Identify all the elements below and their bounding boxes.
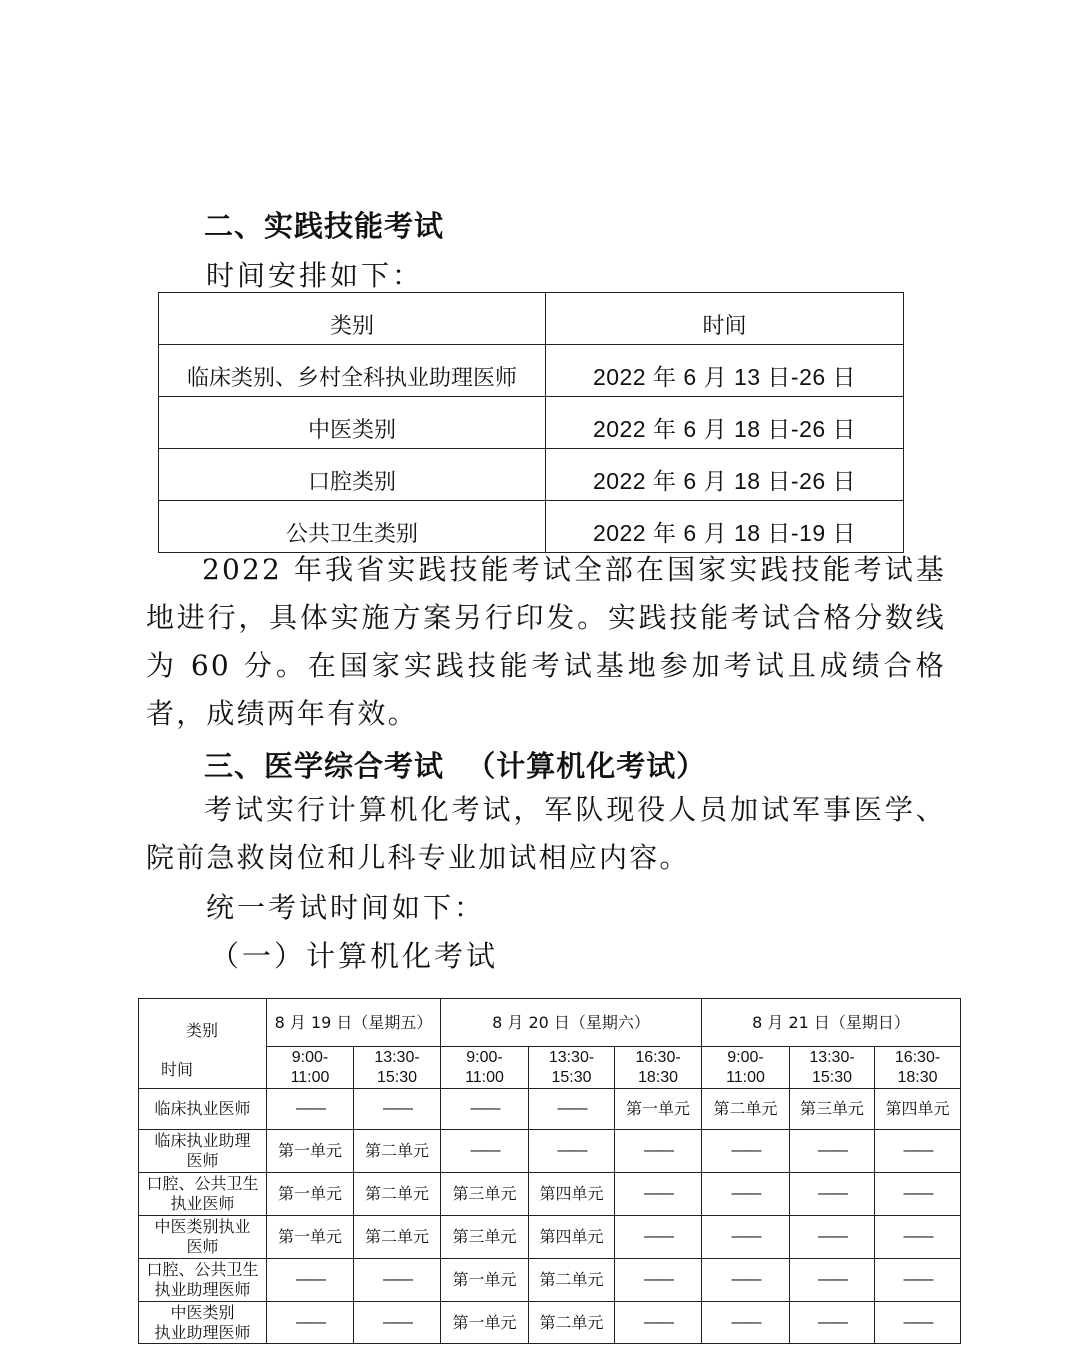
table-row	[159, 501, 904, 553]
time-slot-header: 16:30- 18:30	[875, 1047, 961, 1089]
category-cell: 口腔类别	[159, 449, 546, 501]
table-row	[139, 1130, 961, 1173]
category-cell: 中医类别	[159, 397, 546, 449]
schedule-cell: ——	[790, 1302, 875, 1344]
corner-label-time: 时间	[161, 1060, 194, 1079]
schedule-cell: ——	[441, 1089, 529, 1130]
schedule-cell: ——	[702, 1259, 790, 1302]
time-slot-header: 13:30- 15:30	[790, 1047, 875, 1089]
schedule-cell: ——	[875, 1130, 961, 1173]
schedule-cell: ——	[790, 1130, 875, 1173]
time-slot-header: 13:30- 15:30	[354, 1047, 441, 1089]
table-row	[139, 1173, 961, 1216]
schedule-cell: 第四单元	[529, 1216, 615, 1259]
column-header-category: 类别	[159, 293, 546, 345]
schedule-cell: ——	[529, 1130, 615, 1173]
time-cell: 2022 年 6 月 18 日-26 日	[546, 449, 904, 501]
time-slot-header: 9:00- 11:00	[441, 1047, 529, 1089]
table-header-row	[159, 293, 904, 345]
schedule-cell: 第二单元	[354, 1130, 441, 1173]
schedule-cell: 第一单元	[267, 1216, 354, 1259]
corner-label-category: 类别	[185, 1021, 218, 1040]
category-cell: 临床类别、乡村全科执业助理医师	[159, 345, 546, 397]
schedule-cell: 第二单元	[529, 1302, 615, 1344]
time-slot-header: 9:00- 11:00	[267, 1047, 354, 1089]
schedule-cell: ——	[267, 1089, 354, 1130]
table-row	[139, 1089, 961, 1130]
schedule-cell: ——	[354, 1259, 441, 1302]
schedule-cell: 第二单元	[702, 1089, 790, 1130]
computerized-exam-paragraph: 考试实行计算机化考试，军队现役人员加试军事医学、院前急救岗位和儿科专业加试相应内容。	[146, 793, 946, 874]
row-category-cell: 临床执业助理 医师	[139, 1130, 267, 1173]
schedule-cell: ——	[702, 1216, 790, 1259]
corner-header-cell	[139, 999, 267, 1089]
schedule-cell: ——	[354, 1089, 441, 1130]
schedule-cell: 第一单元	[267, 1130, 354, 1173]
column-header-time: 时间	[546, 293, 904, 345]
schedule-cell: ——	[615, 1130, 702, 1173]
section-heading-practical-exam: 二、实践技能考试	[204, 209, 445, 243]
practical-exam-schedule-table	[158, 292, 904, 553]
row-category-cell: 临床执业医师	[139, 1089, 267, 1130]
day-header: 8 月 19 日（星期五）	[267, 999, 441, 1047]
schedule-cell: 第三单元	[441, 1216, 529, 1259]
schedule-cell: ——	[529, 1089, 615, 1130]
row-category-cell: 口腔、公共卫生 执业助理医师	[139, 1259, 267, 1302]
row-category-cell: 口腔、公共卫生 执业医师	[139, 1173, 267, 1216]
computerized-exam-subheading: （一）计算机化考试	[210, 939, 499, 973]
schedule-cell: ——	[875, 1302, 961, 1344]
schedule-cell: ——	[790, 1259, 875, 1302]
schedule-cell: 第三单元	[790, 1089, 875, 1130]
time-slot-header: 13:30- 15:30	[529, 1047, 615, 1089]
category-cell: 公共卫生类别	[159, 501, 546, 553]
schedule-cell: 第四单元	[529, 1173, 615, 1216]
day-header: 8 月 20 日（星期六）	[441, 999, 702, 1047]
table-row	[159, 345, 904, 397]
schedule-cell: ——	[875, 1216, 961, 1259]
schedule-cell: 第一单元	[441, 1259, 529, 1302]
schedule-cell: ——	[702, 1130, 790, 1173]
table-row	[139, 1216, 961, 1259]
schedule-cell: ——	[875, 1173, 961, 1216]
schedule-cell: ——	[615, 1216, 702, 1259]
time-cell: 2022 年 6 月 18 日-26 日	[546, 397, 904, 449]
schedule-cell: ——	[354, 1302, 441, 1344]
schedule-cell: 第一单元	[267, 1173, 354, 1216]
table-row	[159, 449, 904, 501]
practical-exam-paragraph: 2022 年我省实践技能考试全部在国家实践技能考试基地进行，具体实施方案另行印发。实践技能考试合格分数线为 60 分。在国家实践技能考试基地参加考试且成绩合格者，成绩两年有效。	[146, 553, 946, 730]
schedule-cell: ——	[267, 1259, 354, 1302]
schedule-cell: 第二单元	[354, 1216, 441, 1259]
table-row	[159, 397, 904, 449]
table-row	[139, 1259, 961, 1302]
schedule-cell: ——	[615, 1173, 702, 1216]
schedule-cell: ——	[615, 1302, 702, 1344]
schedule-cell: ——	[702, 1302, 790, 1344]
section-heading-comprehensive-exam: 三、医学综合考试 （计算机化考试）	[204, 749, 707, 783]
schedule-cell: 第二单元	[529, 1259, 615, 1302]
schedule-cell: 第二单元	[354, 1173, 441, 1216]
time-cell: 2022 年 6 月 13 日-26 日	[546, 345, 904, 397]
schedule-cell: ——	[790, 1216, 875, 1259]
time-slot-header: 9:00- 11:00	[702, 1047, 790, 1089]
table-row	[139, 1302, 961, 1344]
schedule-cell: 第四单元	[875, 1089, 961, 1130]
unified-schedule-intro: 统一考试时间如下：	[206, 891, 486, 924]
schedule-cell: 第一单元	[441, 1302, 529, 1344]
schedule-cell: ——	[875, 1259, 961, 1302]
schedule-cell: ——	[790, 1173, 875, 1216]
row-category-cell: 中医类别执业 医师	[139, 1216, 267, 1259]
row-category-cell: 中医类别 执业助理医师	[139, 1302, 267, 1344]
schedule-cell: 第一单元	[615, 1089, 702, 1130]
schedule-cell: ——	[702, 1173, 790, 1216]
time-slot-header: 16:30- 18:30	[615, 1047, 702, 1089]
schedule-cell: 第三单元	[441, 1173, 529, 1216]
schedule-cell: ——	[441, 1130, 529, 1173]
computerized-exam-schedule-table	[138, 998, 961, 1344]
schedule-intro-text: 时间安排如下：	[206, 259, 424, 292]
schedule-cell: ——	[615, 1259, 702, 1302]
day-header: 8 月 21 日（星期日）	[702, 999, 961, 1047]
schedule-cell: ——	[267, 1302, 354, 1344]
time-cell: 2022 年 6 月 18 日-19 日	[546, 501, 904, 553]
